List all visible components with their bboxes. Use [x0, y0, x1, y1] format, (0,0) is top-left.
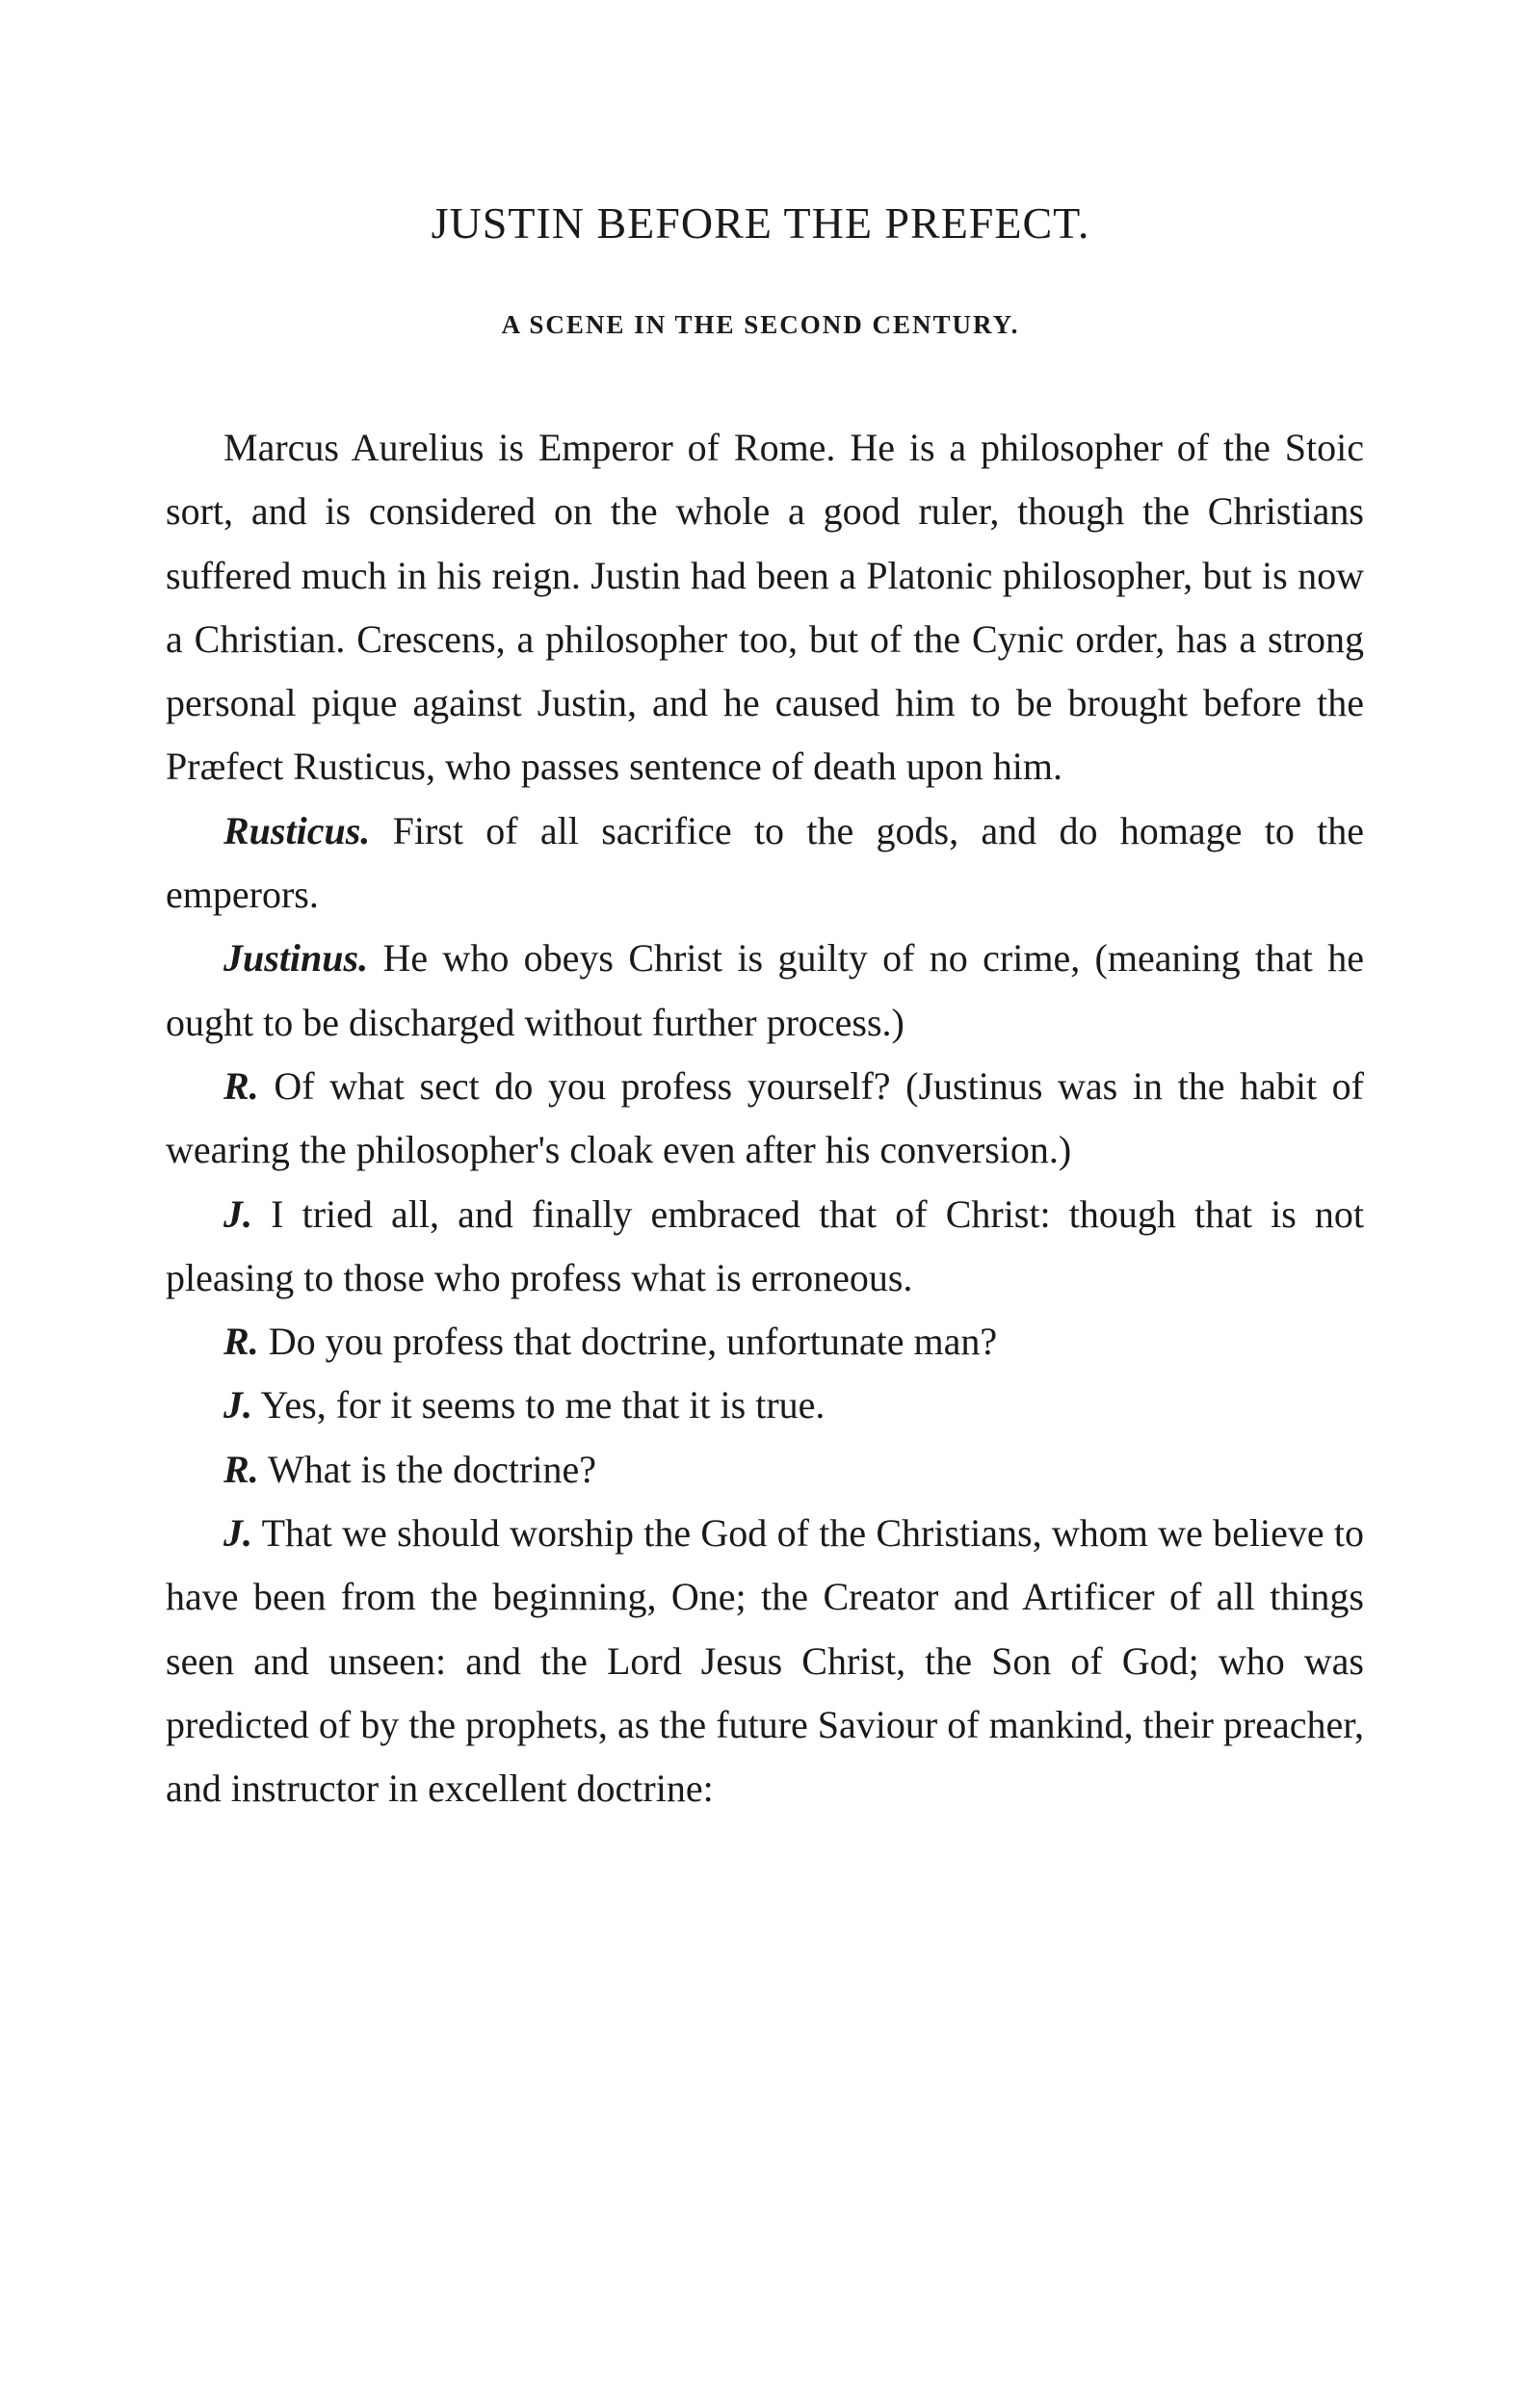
body-text: [166, 416, 1364, 1821]
speaker-label: J.: [223, 1191, 252, 1236]
speaker-label: Justinus.: [223, 936, 369, 981]
speaker-label: Rusticus.: [223, 808, 371, 852]
dialogue-text: First of all sacrifice to the gods, and do homage to the emperors.: [166, 808, 1365, 917]
dialogue-paragraph: [166, 1502, 1364, 1820]
dialogue-text: Do you profess that doctrine, unfortunate man?: [268, 1320, 998, 1364]
speaker-label: R.: [223, 1320, 259, 1364]
dialogue-paragraph: [166, 1055, 1364, 1183]
dialogue-text: He who obeys Christ is guilty of no crime, (meaning that he ought to be discharged without further process.): [166, 936, 1365, 1044]
dialogue-paragraph: [166, 927, 1364, 1055]
speaker-label: J.: [223, 1383, 252, 1427]
paragraph-text: Marcus Aurelius is Emperor of Rome. He is a philosopher of the Stoic sort, and is considered on the whole a good ruler, though the Christians suffered much in his reign. Justin had been a Platonic philosopher, but is now a Christian. Crescens, a philosopher too, but of the Cynic order, has a strong personal pique against Justin, and he caused him to be brought before the Præfect Rusticus, who passes sentence of death upon him.: [166, 426, 1364, 789]
dialogue-paragraph: [166, 1310, 1364, 1374]
page-title: JUSTIN BEFORE THE PREFECT.: [431, 198, 1090, 248]
dialogue-text: Yes, for it seems to me that it is true.: [260, 1383, 826, 1427]
speaker-label: R.: [223, 1447, 259, 1491]
dialogue-text: What is the doctrine?: [267, 1447, 596, 1491]
speaker-label: J.: [223, 1511, 252, 1556]
page-subtitle: A SCENE IN THE SECOND CENTURY.: [501, 310, 1020, 339]
dialogue-text: I tried all, and finally embraced that of Christ: though that is not pleasing to those who profess what is erroneous.: [166, 1191, 1365, 1299]
dialogue-paragraph: [166, 799, 1364, 928]
dialogue-paragraph: [166, 1438, 1364, 1502]
dialogue-paragraph: [166, 1374, 1364, 1437]
paragraph-intro: [166, 416, 1364, 799]
dialogue-text: Of what sect do you profess yourself? (Justinus was in the habit of wearing the philosopher's cloak even after his conversion.): [166, 1063, 1364, 1172]
dialogue-paragraph: [166, 1183, 1364, 1311]
dialogue-text: That we should worship the God of the Christians, whom we believe to have been from the beginning, One; the Creator and Artificer of all things seen and unseen: and the Lord Jesus Christ, the Son of God; who was predicted of by the prophets, as the future Saviour of mankind, their preacher, and instructor in excellent doctrine:: [166, 1511, 1365, 1811]
speaker-label: R.: [223, 1063, 259, 1108]
